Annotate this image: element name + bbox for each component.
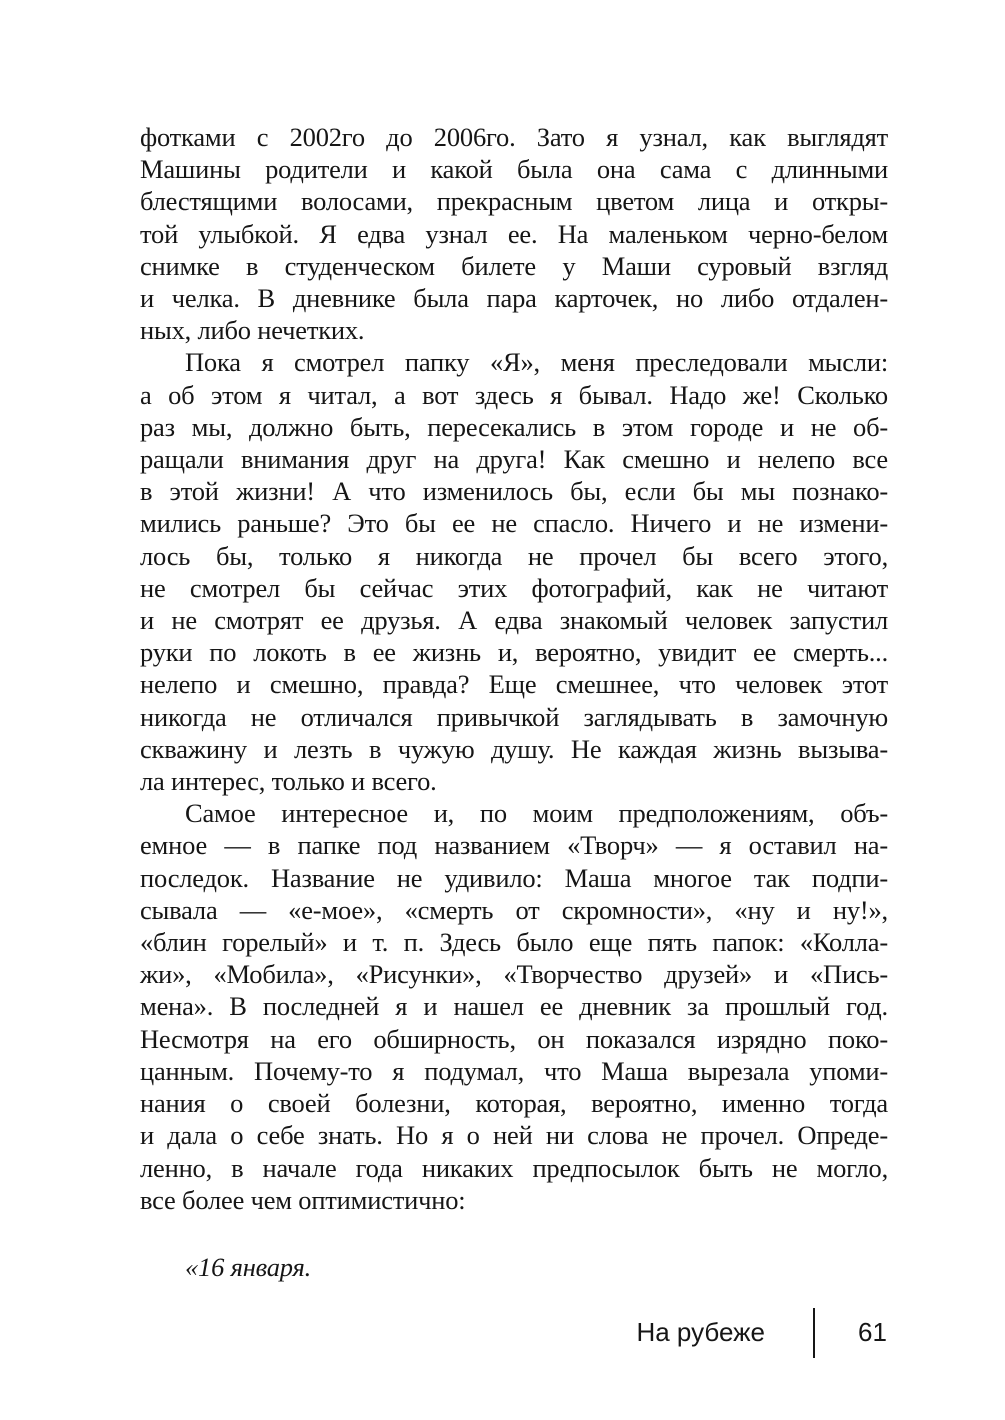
text-line: снимке в студенческом билете у Маши суровый взгляд	[140, 250, 888, 281]
text-line: той улыбкой. Я едва узнал ее. На маленьком черно-белом	[140, 218, 888, 249]
text-line: все более чем оптимистично:	[140, 1184, 466, 1215]
text-line: и не смотрят ее друзья. А едва знакомый человек запустил	[140, 605, 888, 636]
text-line: в этой жизни! А что изменилось бы, если бы мы познако-	[140, 476, 888, 507]
footer-divider	[813, 1308, 815, 1358]
text-line: скважину и лезть в чужую душу. Не каждая жизнь вызыва-	[140, 733, 888, 764]
text-line: последок. Название не удивило: Маша многое так подпи-	[140, 862, 888, 893]
text-line: цанным. Почему-то я подумал, что Маша вырезала упоми-	[140, 1055, 888, 1086]
body-text	[140, 121, 888, 1283]
footer-page-number: 61	[858, 1317, 887, 1347]
text-line: Несмотря на его обширность, он показался изрядно поко-	[140, 1023, 888, 1054]
text-line: мились раньше? Это бы ее не спасло. Ничего и не измени-	[140, 508, 888, 539]
text-line: мена». В последней я и нашел ее дневник за прошлый год.	[140, 991, 888, 1022]
text-line: Пока я смотрел папку «Я», меня преследовали мысли:	[185, 347, 888, 378]
text-line: нания о своей болезни, которая, вероятно, именно тогда	[140, 1088, 888, 1119]
text-line: блестящими волосами, прекрасным цветом лица и откры-	[140, 186, 888, 217]
text-line: а об этом я читал, а вот здесь я бывал. Надо же! Сколько	[140, 379, 888, 410]
text-line: и челка. В дневнике была пара карточек, но либо отдален-	[140, 283, 888, 314]
paragraphs	[140, 121, 888, 1216]
text-line: лось бы, только я никогда не прочел бы всего этого,	[140, 540, 888, 571]
text-line: жи», «Мобила», «Рисунки», «Творчество друзей» и «Пись-	[140, 959, 888, 990]
text-line: не смотрел бы сейчас этих фотографий, как не читают	[140, 572, 888, 603]
text-line: «блин горелый» и т. п. Здесь было еще пять папок: «Колла-	[140, 927, 888, 958]
text-line: ла интерес, только и всего.	[140, 766, 437, 797]
text-line: Самое интересное и, по моим предположениям, объ-	[185, 798, 888, 829]
text-line: ращали внимания друг на друга! Как смешно и нелепо все	[140, 444, 888, 475]
text-line: Машины родители и какой была она сама с длинными	[140, 154, 888, 185]
text-line: сывала — «е-мое», «смерть от скромности», «ну и ну!»,	[140, 894, 888, 925]
diary-entry-opening: «16 января.	[185, 1251, 312, 1282]
text-line: ленно, в начале года никаких предпосылок быть не могло,	[140, 1152, 888, 1183]
text-line: руки по локоть в ее жизнь и, вероятно, увидит ее смерть...	[140, 637, 888, 668]
text-line: нелепо и смешно, правда? Еще смешнее, что человек этот	[140, 669, 888, 700]
text-line: и дала о себе знать. Но я о ней ни слова не прочел. Опреде-	[140, 1120, 888, 1151]
text-line: ных, либо нечетких.	[140, 315, 365, 346]
footer-section-title: На рубеже	[636, 1317, 765, 1347]
text-line: никогда не отличался привычкой заглядывать в замочную	[140, 701, 888, 732]
text-line: емное — в папке под названием «Творч» — я оставил на-	[140, 830, 888, 861]
text-line: раз мы, должно быть, пересекались в этом городе и не об-	[140, 411, 888, 442]
text-line: фотками с 2002го до 2006го. Зато я узнал, как выглядят	[140, 122, 888, 152]
